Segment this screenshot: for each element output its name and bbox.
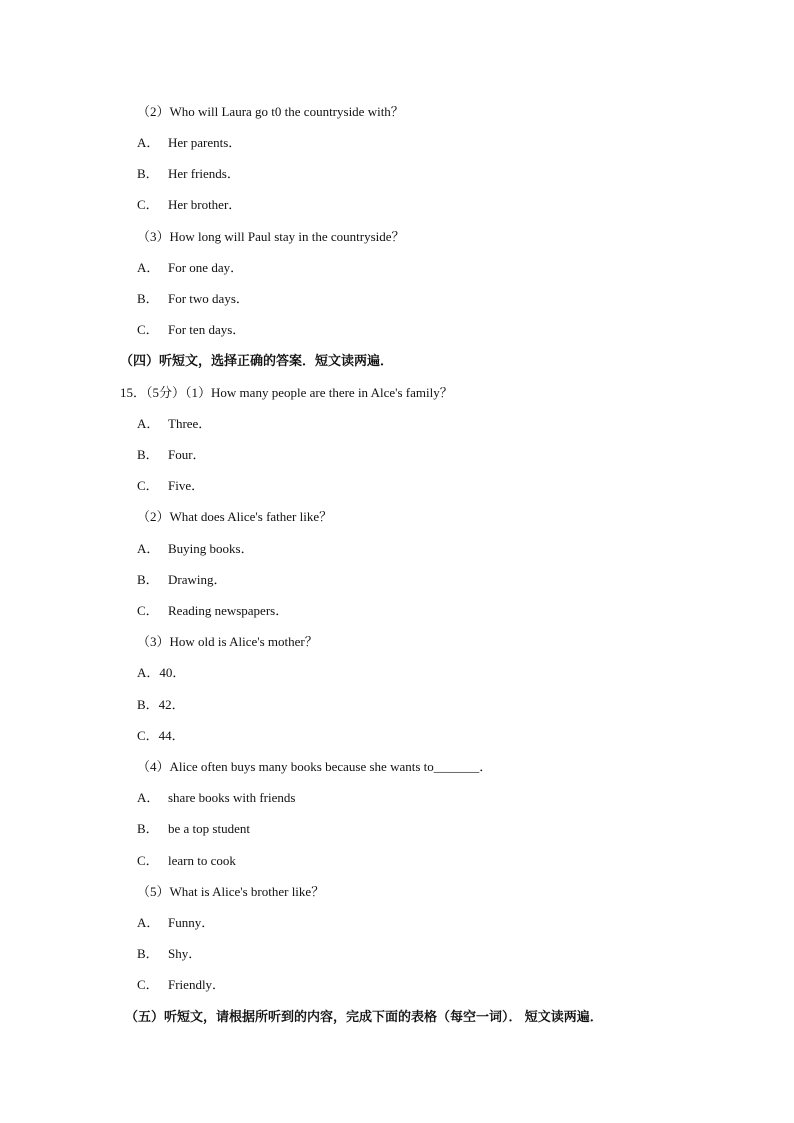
option-b bbox=[137, 446, 206, 464]
option-letter: C． bbox=[137, 322, 159, 337]
question-score: （5分） bbox=[146, 385, 186, 400]
option-a bbox=[137, 664, 185, 682]
option-letter: A． bbox=[137, 915, 160, 930]
option-letter: B． bbox=[137, 697, 159, 712]
question-15-1 bbox=[120, 384, 453, 402]
option-text: Friendly． bbox=[168, 977, 226, 992]
option-letter: B． bbox=[137, 291, 159, 306]
option-c bbox=[137, 976, 225, 994]
option-letter: A． bbox=[137, 541, 160, 556]
option-letter: C． bbox=[137, 853, 159, 868]
option-c bbox=[137, 321, 245, 339]
option-c bbox=[137, 477, 204, 495]
option-c bbox=[137, 727, 185, 745]
option-letter: B． bbox=[137, 946, 159, 961]
option-text: For two days． bbox=[168, 291, 249, 306]
option-text: Four． bbox=[168, 447, 206, 462]
option-text: Her brother． bbox=[168, 197, 242, 212]
option-letter: C． bbox=[137, 478, 159, 493]
option-text: 44． bbox=[158, 728, 185, 743]
option-text: Reading newspapers． bbox=[168, 603, 289, 618]
option-text: Shy． bbox=[168, 946, 202, 961]
option-a bbox=[137, 415, 211, 433]
option-letter: B． bbox=[137, 166, 159, 181]
option-b bbox=[137, 571, 227, 589]
option-text: 42． bbox=[158, 697, 185, 712]
option-a bbox=[137, 259, 243, 277]
option-text: Three． bbox=[168, 416, 212, 431]
option-b bbox=[137, 696, 185, 714]
question-15-2: （2）What does Alice's father like？ bbox=[137, 509, 333, 524]
option-text: Five． bbox=[168, 478, 205, 493]
option-text: be a top student bbox=[168, 821, 250, 836]
option-text: Funny． bbox=[168, 915, 215, 930]
option-b bbox=[137, 945, 201, 963]
option-letter: A． bbox=[137, 790, 160, 805]
option-text: For one day． bbox=[168, 260, 244, 275]
option-text: 40． bbox=[159, 665, 186, 680]
option-a bbox=[137, 540, 254, 558]
option-text: Her friends． bbox=[168, 166, 240, 181]
option-letter: C． bbox=[137, 728, 159, 743]
section-5-heading: （五）听短文，请根据所听到的内容，完成下面的表格（每空一词）． 短文读两遍． bbox=[125, 1009, 603, 1024]
option-a bbox=[137, 914, 214, 932]
option-text: Buying books． bbox=[168, 541, 254, 556]
option-letter: A． bbox=[137, 260, 160, 275]
option-letter: C． bbox=[137, 603, 159, 618]
option-b bbox=[137, 165, 240, 183]
option-letter: A． bbox=[137, 665, 160, 680]
option-text: learn to cook bbox=[168, 853, 236, 868]
option-letter: A． bbox=[137, 135, 160, 150]
option-a bbox=[137, 134, 241, 152]
option-letter: C． bbox=[137, 197, 159, 212]
option-c bbox=[137, 602, 288, 620]
question-14-3: （3）How long will Paul stay in the countryside？ bbox=[137, 229, 405, 244]
option-letter: A． bbox=[137, 416, 160, 431]
option-letter: B． bbox=[137, 821, 159, 836]
question-15-5: （5）What is Alice's brother like？ bbox=[137, 884, 325, 899]
option-text: share books with friends bbox=[168, 790, 296, 805]
option-text: Her parents． bbox=[168, 135, 242, 150]
option-letter: B． bbox=[137, 572, 159, 587]
option-b bbox=[137, 820, 250, 838]
question-text: （1）How many people are there in Alce's family？ bbox=[185, 385, 453, 400]
option-letter: C． bbox=[137, 977, 159, 992]
option-text: For ten days． bbox=[168, 322, 246, 337]
question-14-2: （2）Who will Laura go t0 the countryside with？ bbox=[137, 104, 404, 119]
option-letter: B． bbox=[137, 447, 159, 462]
section-4-heading: （四）听短文，选择正确的答案．短文读两遍． bbox=[120, 353, 394, 368]
option-c bbox=[137, 196, 241, 214]
option-text: Drawing． bbox=[168, 572, 227, 587]
option-c bbox=[137, 852, 236, 870]
question-number: 15． bbox=[120, 385, 147, 400]
option-b bbox=[137, 290, 249, 308]
question-15-4: （4）Alice often buys many books because she wants to_______． bbox=[137, 759, 493, 774]
option-a bbox=[137, 789, 295, 807]
question-15-3: （3）How old is Alice's mother？ bbox=[137, 634, 318, 649]
